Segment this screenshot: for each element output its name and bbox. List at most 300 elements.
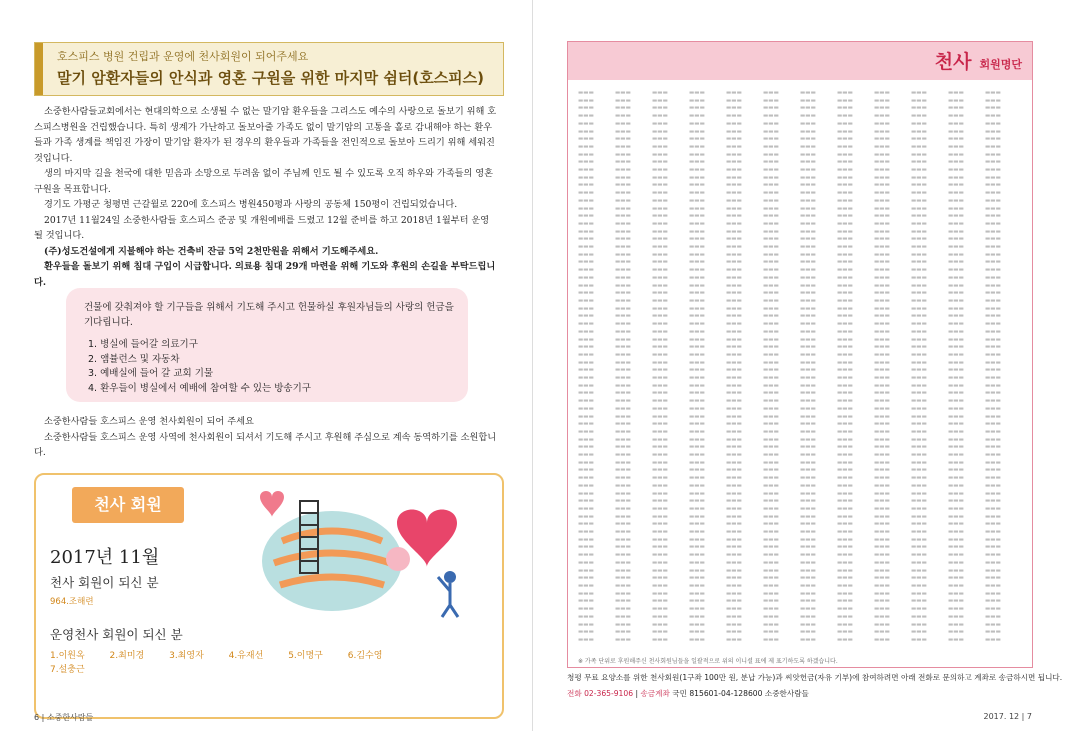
roster-cell: ▬▬▬ xyxy=(652,205,668,212)
roster-cell: ▬▬▬ xyxy=(615,529,631,536)
roster-cell: ▬▬▬ xyxy=(726,236,742,243)
roster-cell: ▬▬▬ xyxy=(726,490,742,497)
roster-cell: ▬▬▬ xyxy=(652,498,668,505)
roster-cell: ▬▬▬ xyxy=(985,282,1001,289)
roster-cell: ▬▬▬ xyxy=(948,105,964,112)
roster-cell: ▬▬▬ xyxy=(689,244,705,251)
roster-cell: ▬▬▬ xyxy=(800,536,816,543)
roster-cell: ▬▬▬ xyxy=(800,636,816,643)
roster-cell: ▬▬▬ xyxy=(800,421,816,428)
roster-cell: ▬▬▬ xyxy=(689,259,705,266)
prayer-request: (주)성도건설에게 지불해야 하는 건축비 잔금 5억 2천만원을 위해서 기도해주세요. xyxy=(44,245,379,257)
roster-cell: ▬▬▬ xyxy=(578,482,594,489)
roster-cell: ▬▬▬ xyxy=(726,505,742,512)
member-name-grid xyxy=(578,90,1022,650)
roster-cell: ▬▬▬ xyxy=(615,436,631,443)
roster-cell: ▬▬▬ xyxy=(874,197,890,204)
roster-cell: ▬▬▬ xyxy=(800,467,816,474)
roster-cell: ▬▬▬ xyxy=(689,521,705,528)
roster-cell: ▬▬▬ xyxy=(726,128,742,135)
roster-row xyxy=(578,583,1022,591)
roster-cell: ▬▬▬ xyxy=(800,90,816,96)
roster-cell: ▬▬▬ xyxy=(800,136,816,143)
roster-cell: ▬▬▬ xyxy=(874,390,890,397)
roster-cell: ▬▬▬ xyxy=(911,621,927,628)
roster-cell: ▬▬▬ xyxy=(837,205,853,212)
roster-cell: ▬▬▬ xyxy=(615,128,631,135)
roster-cell: ▬▬▬ xyxy=(985,444,1001,451)
roster-cell: ▬▬▬ xyxy=(763,120,779,127)
roster-cell: ▬▬▬ xyxy=(726,621,742,628)
roster-cell: ▬▬▬ xyxy=(763,297,779,304)
roster-cell: ▬▬▬ xyxy=(837,490,853,497)
roster-cell: ▬▬▬ xyxy=(726,113,742,120)
roster-cell: ▬▬▬ xyxy=(911,351,927,358)
roster-row xyxy=(578,414,1022,422)
roster-cell: ▬▬▬ xyxy=(837,297,853,304)
roster-cell: ▬▬▬ xyxy=(726,498,742,505)
roster-cell: ▬▬▬ xyxy=(911,159,927,166)
roster-cell: ▬▬▬ xyxy=(615,113,631,120)
roster-cell: ▬▬▬ xyxy=(911,490,927,497)
roster-cell: ▬▬▬ xyxy=(800,375,816,382)
roster-cell: ▬▬▬ xyxy=(948,321,964,328)
roster-cell: ▬▬▬ xyxy=(615,167,631,174)
roster-cell: ▬▬▬ xyxy=(615,498,631,505)
roster-cell: ▬▬▬ xyxy=(911,428,927,435)
roster-cell: ▬▬▬ xyxy=(615,297,631,304)
roster-cell: ▬▬▬ xyxy=(578,236,594,243)
roster-cell: ▬▬▬ xyxy=(578,251,594,258)
roster-cell: ▬▬▬ xyxy=(911,182,927,189)
roster-cell: ▬▬▬ xyxy=(911,382,927,389)
roster-cell: ▬▬▬ xyxy=(578,590,594,597)
roster-cell: ▬▬▬ xyxy=(652,290,668,297)
roster-cell: ▬▬▬ xyxy=(985,344,1001,351)
roster-cell: ▬▬▬ xyxy=(800,513,816,520)
roster-cell: ▬▬▬ xyxy=(985,190,1001,197)
roster-cell: ▬▬▬ xyxy=(763,159,779,166)
roster-cell: ▬▬▬ xyxy=(689,552,705,559)
roster-cell: ▬▬▬ xyxy=(837,567,853,574)
roster-cell: ▬▬▬ xyxy=(985,151,1001,158)
roster-row xyxy=(578,113,1022,121)
roster-cell: ▬▬▬ xyxy=(689,444,705,451)
roster-cell: ▬▬▬ xyxy=(689,606,705,613)
roster-cell: ▬▬▬ xyxy=(837,274,853,281)
roster-cell: ▬▬▬ xyxy=(837,228,853,235)
roster-cell: ▬▬▬ xyxy=(985,182,1001,189)
roster-cell: ▬▬▬ xyxy=(615,182,631,189)
roster-cell: ▬▬▬ xyxy=(985,436,1001,443)
roster-cell: ▬▬▬ xyxy=(763,174,779,181)
roster-cell: ▬▬▬ xyxy=(874,521,890,528)
roster-cell: ▬▬▬ xyxy=(800,159,816,166)
roster-row xyxy=(578,437,1022,445)
roster-cell: ▬▬▬ xyxy=(948,182,964,189)
roster-cell: ▬▬▬ xyxy=(615,636,631,643)
member-roster-frame xyxy=(567,41,1033,668)
roster-cell: ▬▬▬ xyxy=(837,351,853,358)
prayer-request: 환우들을 돌보기 위해 침대 구입이 시급합니다. 의료용 침대 29개 마련을 위해 기도와 후원의 손길을 부탁드립니다. xyxy=(34,261,496,288)
roster-cell: ▬▬▬ xyxy=(763,197,779,204)
roster-cell: ▬▬▬ xyxy=(578,436,594,443)
roster-cell: ▬▬▬ xyxy=(652,305,668,312)
roster-cell: ▬▬▬ xyxy=(726,313,742,320)
roster-cell: ▬▬▬ xyxy=(689,559,705,566)
roster-cell: ▬▬▬ xyxy=(837,598,853,605)
roster-row xyxy=(578,606,1022,614)
roster-cell: ▬▬▬ xyxy=(615,452,631,459)
roster-cell: ▬▬▬ xyxy=(948,120,964,127)
roster-cell: ▬▬▬ xyxy=(911,482,927,489)
roster-cell: ▬▬▬ xyxy=(837,544,853,551)
roster-cell: ▬▬▬ xyxy=(689,452,705,459)
header-accent-bar xyxy=(35,43,43,95)
roster-row xyxy=(578,452,1022,460)
roster-cell: ▬▬▬ xyxy=(726,359,742,366)
roster-cell: ▬▬▬ xyxy=(689,390,705,397)
roster-cell: ▬▬▬ xyxy=(837,436,853,443)
roster-cell: ▬▬▬ xyxy=(578,536,594,543)
roster-cell: ▬▬▬ xyxy=(726,590,742,597)
roster-cell: ▬▬▬ xyxy=(652,452,668,459)
roster-cell: ▬▬▬ xyxy=(874,482,890,489)
roster-cell: ▬▬▬ xyxy=(615,151,631,158)
roster-cell: ▬▬▬ xyxy=(652,636,668,643)
roster-cell: ▬▬▬ xyxy=(689,482,705,489)
roster-cell: ▬▬▬ xyxy=(763,382,779,389)
roster-cell: ▬▬▬ xyxy=(874,359,890,366)
roster-cell: ▬▬▬ xyxy=(726,167,742,174)
roster-cell: ▬▬▬ xyxy=(726,305,742,312)
roster-cell: ▬▬▬ xyxy=(800,274,816,281)
roster-cell: ▬▬▬ xyxy=(578,428,594,435)
roster-cell: ▬▬▬ xyxy=(911,290,927,297)
roster-cell: ▬▬▬ xyxy=(800,629,816,636)
roster-cell: ▬▬▬ xyxy=(689,490,705,497)
roster-cell: ▬▬▬ xyxy=(763,613,779,620)
roster-cell: ▬▬▬ xyxy=(985,521,1001,528)
roster-cell: ▬▬▬ xyxy=(985,621,1001,628)
roster-cell: ▬▬▬ xyxy=(874,444,890,451)
roster-cell: ▬▬▬ xyxy=(874,452,890,459)
roster-cell: ▬▬▬ xyxy=(985,505,1001,512)
roster-cell: ▬▬▬ xyxy=(800,567,816,574)
roster-row xyxy=(578,313,1022,321)
roster-cell: ▬▬▬ xyxy=(763,305,779,312)
roster-cell: ▬▬▬ xyxy=(948,382,964,389)
roster-cell: ▬▬▬ xyxy=(800,344,816,351)
roster-cell: ▬▬▬ xyxy=(911,521,927,528)
roster-cell: ▬▬▬ xyxy=(763,313,779,320)
roster-cell: ▬▬▬ xyxy=(985,136,1001,143)
roster-cell: ▬▬▬ xyxy=(911,313,927,320)
roster-cell: ▬▬▬ xyxy=(689,120,705,127)
roster-cell: ▬▬▬ xyxy=(948,244,964,251)
roster-cell: ▬▬▬ xyxy=(652,629,668,636)
roster-cell: ▬▬▬ xyxy=(689,313,705,320)
roster-cell: ▬▬▬ xyxy=(689,613,705,620)
roster-cell: ▬▬▬ xyxy=(652,274,668,281)
roster-cell: ▬▬▬ xyxy=(763,436,779,443)
roster-row xyxy=(578,198,1022,206)
roster-cell: ▬▬▬ xyxy=(911,205,927,212)
roster-cell: ▬▬▬ xyxy=(726,452,742,459)
roster-cell: ▬▬▬ xyxy=(615,274,631,281)
roster-cell: ▬▬▬ xyxy=(578,228,594,235)
roster-cell: ▬▬▬ xyxy=(689,629,705,636)
roster-row xyxy=(578,159,1022,167)
roster-cell: ▬▬▬ xyxy=(652,267,668,274)
roster-cell: ▬▬▬ xyxy=(652,351,668,358)
roster-cell: ▬▬▬ xyxy=(948,552,964,559)
roster-cell: ▬▬▬ xyxy=(985,583,1001,589)
roster-cell: ▬▬▬ xyxy=(578,136,594,143)
roster-cell: ▬▬▬ xyxy=(985,405,1001,412)
roster-cell: ▬▬▬ xyxy=(837,213,853,220)
roster-cell: ▬▬▬ xyxy=(911,113,927,120)
roster-cell: ▬▬▬ xyxy=(652,97,668,104)
roster-cell: ▬▬▬ xyxy=(652,413,668,420)
roster-cell: ▬▬▬ xyxy=(578,190,594,197)
roster-cell: ▬▬▬ xyxy=(763,236,779,243)
roster-row xyxy=(578,614,1022,622)
roster-cell: ▬▬▬ xyxy=(874,174,890,181)
roster-cell: ▬▬▬ xyxy=(948,559,964,566)
roster-cell: ▬▬▬ xyxy=(763,421,779,428)
roster-cell: ▬▬▬ xyxy=(985,590,1001,597)
roster-cell: ▬▬▬ xyxy=(652,136,668,143)
roster-cell: ▬▬▬ xyxy=(615,421,631,428)
roster-cell: ▬▬▬ xyxy=(689,375,705,382)
roster-row xyxy=(578,421,1022,429)
roster-row xyxy=(578,244,1022,252)
roster-row xyxy=(578,267,1022,275)
ops-angel-label: 운영천사 회원이 되신 분 xyxy=(50,627,183,642)
roster-cell: ▬▬▬ xyxy=(689,505,705,512)
roster-cell: ▬▬▬ xyxy=(726,90,742,96)
roster-cell: ▬▬▬ xyxy=(948,159,964,166)
roster-cell: ▬▬▬ xyxy=(689,536,705,543)
roster-cell: ▬▬▬ xyxy=(689,421,705,428)
roster-row xyxy=(578,98,1022,106)
roster-cell: ▬▬▬ xyxy=(985,413,1001,420)
roster-cell: ▬▬▬ xyxy=(689,167,705,174)
roster-footnote: ※ 가족 단위로 후원해주신 천사회원님들을 일괄적으로 위의 이니셜 표에 제 표기하도록 하겠습니다. xyxy=(578,658,838,665)
roster-cell: ▬▬▬ xyxy=(837,182,853,189)
roster-cell: ▬▬▬ xyxy=(726,521,742,528)
roster-cell: ▬▬▬ xyxy=(948,575,964,582)
roster-cell: ▬▬▬ xyxy=(652,359,668,366)
roster-cell: ▬▬▬ xyxy=(948,505,964,512)
roster-cell: ▬▬▬ xyxy=(615,244,631,251)
roster-cell: ▬▬▬ xyxy=(948,567,964,574)
roster-cell: ▬▬▬ xyxy=(948,251,964,258)
roster-cell: ▬▬▬ xyxy=(800,613,816,620)
roster-cell: ▬▬▬ xyxy=(874,136,890,143)
roster-row xyxy=(578,360,1022,368)
roster-cell: ▬▬▬ xyxy=(874,498,890,505)
roster-cell: ▬▬▬ xyxy=(837,552,853,559)
roster-cell: ▬▬▬ xyxy=(615,567,631,574)
roster-cell: ▬▬▬ xyxy=(837,321,853,328)
roster-cell: ▬▬▬ xyxy=(837,367,853,374)
list-item: 3. 예배실에 들어 갈 교회 기물 xyxy=(88,368,214,379)
roster-cell: ▬▬▬ xyxy=(726,398,742,405)
roster-cell: ▬▬▬ xyxy=(763,629,779,636)
roster-cell: ▬▬▬ xyxy=(615,97,631,104)
roster-cell: ▬▬▬ xyxy=(578,290,594,297)
roster-cell: ▬▬▬ xyxy=(985,567,1001,574)
list-item: 6.김수영 xyxy=(347,651,383,661)
roster-cell: ▬▬▬ xyxy=(726,290,742,297)
roster-cell: ▬▬▬ xyxy=(874,159,890,166)
roster-cell: ▬▬▬ xyxy=(726,259,742,266)
roster-cell: ▬▬▬ xyxy=(726,629,742,636)
roster-cell: ▬▬▬ xyxy=(800,351,816,358)
roster-cell: ▬▬▬ xyxy=(763,344,779,351)
roster-cell: ▬▬▬ xyxy=(948,375,964,382)
roster-cell: ▬▬▬ xyxy=(652,375,668,382)
list-item: 1.이원옥 xyxy=(50,651,85,661)
roster-cell: ▬▬▬ xyxy=(689,413,705,420)
roster-cell: ▬▬▬ xyxy=(911,143,927,150)
roster-cell: ▬▬▬ xyxy=(763,552,779,559)
roster-cell: ▬▬▬ xyxy=(985,305,1001,312)
roster-cell: ▬▬▬ xyxy=(578,267,594,274)
roster-cell: ▬▬▬ xyxy=(911,613,927,620)
roster-cell: ▬▬▬ xyxy=(948,444,964,451)
contact-line: 전화 02-365-9106 | 송금계좌 국민 815601-04-128600 소중한사람들 xyxy=(567,689,809,698)
roster-cell: ▬▬▬ xyxy=(763,598,779,605)
roster-cell: ▬▬▬ xyxy=(874,567,890,574)
roster-cell: ▬▬▬ xyxy=(578,513,594,520)
roster-row xyxy=(578,190,1022,198)
roster-row xyxy=(578,521,1022,529)
roster-cell: ▬▬▬ xyxy=(837,174,853,181)
roster-cell: ▬▬▬ xyxy=(911,167,927,174)
roster-row xyxy=(578,321,1022,329)
roster-cell: ▬▬▬ xyxy=(874,336,890,343)
roster-cell: ▬▬▬ xyxy=(726,482,742,489)
roster-row xyxy=(578,375,1022,383)
roster-cell: ▬▬▬ xyxy=(948,598,964,605)
roster-cell: ▬▬▬ xyxy=(726,536,742,543)
roster-row xyxy=(578,598,1022,606)
roster-cell: ▬▬▬ xyxy=(689,529,705,536)
roster-cell: ▬▬▬ xyxy=(763,413,779,420)
roster-cell: ▬▬▬ xyxy=(837,328,853,335)
roster-cell: ▬▬▬ xyxy=(948,405,964,412)
roster-cell: ▬▬▬ xyxy=(763,428,779,435)
roster-cell: ▬▬▬ xyxy=(800,498,816,505)
roster-cell: ▬▬▬ xyxy=(726,513,742,520)
roster-cell: ▬▬▬ xyxy=(726,136,742,143)
roster-cell: ▬▬▬ xyxy=(948,490,964,497)
roster-cell: ▬▬▬ xyxy=(985,105,1001,112)
roster-cell: ▬▬▬ xyxy=(726,405,742,412)
roster-cell: ▬▬▬ xyxy=(689,567,705,574)
roster-cell: ▬▬▬ xyxy=(726,143,742,150)
roster-cell: ▬▬▬ xyxy=(726,444,742,451)
roster-cell: ▬▬▬ xyxy=(726,598,742,605)
roster-cell: ▬▬▬ xyxy=(763,321,779,328)
roster-cell: ▬▬▬ xyxy=(874,475,890,482)
roster-cell: ▬▬▬ xyxy=(726,552,742,559)
roster-cell: ▬▬▬ xyxy=(800,321,816,328)
roster-cell: ▬▬▬ xyxy=(652,567,668,574)
roster-cell: ▬▬▬ xyxy=(615,552,631,559)
roster-cell: ▬▬▬ xyxy=(874,244,890,251)
roster-cell: ▬▬▬ xyxy=(874,113,890,120)
roster-cell: ▬▬▬ xyxy=(948,90,964,96)
roster-cell: ▬▬▬ xyxy=(578,575,594,582)
roster-cell: ▬▬▬ xyxy=(578,583,594,589)
roster-cell: ▬▬▬ xyxy=(615,590,631,597)
roster-cell: ▬▬▬ xyxy=(948,367,964,374)
roster-cell: ▬▬▬ xyxy=(948,167,964,174)
roster-cell: ▬▬▬ xyxy=(948,636,964,643)
roster-cell: ▬▬▬ xyxy=(837,190,853,197)
roster-cell: ▬▬▬ xyxy=(726,182,742,189)
roster-row xyxy=(578,506,1022,514)
roster-cell: ▬▬▬ xyxy=(911,90,927,96)
roster-cell: ▬▬▬ xyxy=(763,151,779,158)
roster-cell: ▬▬▬ xyxy=(874,290,890,297)
roster-cell: ▬▬▬ xyxy=(985,490,1001,497)
roster-cell: ▬▬▬ xyxy=(652,390,668,397)
roster-cell: ▬▬▬ xyxy=(615,598,631,605)
roster-cell: ▬▬▬ xyxy=(615,90,631,96)
roster-cell: ▬▬▬ xyxy=(763,590,779,597)
roster-cell: ▬▬▬ xyxy=(911,297,927,304)
roster-cell: ▬▬▬ xyxy=(578,259,594,266)
roster-cell: ▬▬▬ xyxy=(763,475,779,482)
roster-cell: ▬▬▬ xyxy=(763,606,779,613)
roster-cell: ▬▬▬ xyxy=(948,590,964,597)
roster-cell: ▬▬▬ xyxy=(615,482,631,489)
roster-cell: ▬▬▬ xyxy=(911,436,927,443)
roster-cell: ▬▬▬ xyxy=(763,328,779,335)
roster-cell: ▬▬▬ xyxy=(837,498,853,505)
roster-cell: ▬▬▬ xyxy=(911,459,927,466)
roster-cell: ▬▬▬ xyxy=(615,428,631,435)
roster-cell: ▬▬▬ xyxy=(652,613,668,620)
roster-cell: ▬▬▬ xyxy=(985,336,1001,343)
roster-cell: ▬▬▬ xyxy=(578,274,594,281)
roster-cell: ▬▬▬ xyxy=(948,113,964,120)
roster-cell: ▬▬▬ xyxy=(726,282,742,289)
roster-cell: ▬▬▬ xyxy=(911,498,927,505)
roster-cell: ▬▬▬ xyxy=(578,390,594,397)
roster-cell: ▬▬▬ xyxy=(615,467,631,474)
roster-cell: ▬▬▬ xyxy=(652,583,668,589)
roster-cell: ▬▬▬ xyxy=(726,105,742,112)
roster-cell: ▬▬▬ xyxy=(763,136,779,143)
roster-cell: ▬▬▬ xyxy=(615,282,631,289)
roster-cell: ▬▬▬ xyxy=(763,90,779,96)
roster-cell: ▬▬▬ xyxy=(837,336,853,343)
roster-cell: ▬▬▬ xyxy=(689,513,705,520)
roster-row xyxy=(578,337,1022,345)
roster-cell: ▬▬▬ xyxy=(837,536,853,543)
roster-row xyxy=(578,329,1022,337)
roster-cell: ▬▬▬ xyxy=(726,205,742,212)
roster-cell: ▬▬▬ xyxy=(911,213,927,220)
roster-cell: ▬▬▬ xyxy=(800,436,816,443)
roster-cell: ▬▬▬ xyxy=(615,444,631,451)
